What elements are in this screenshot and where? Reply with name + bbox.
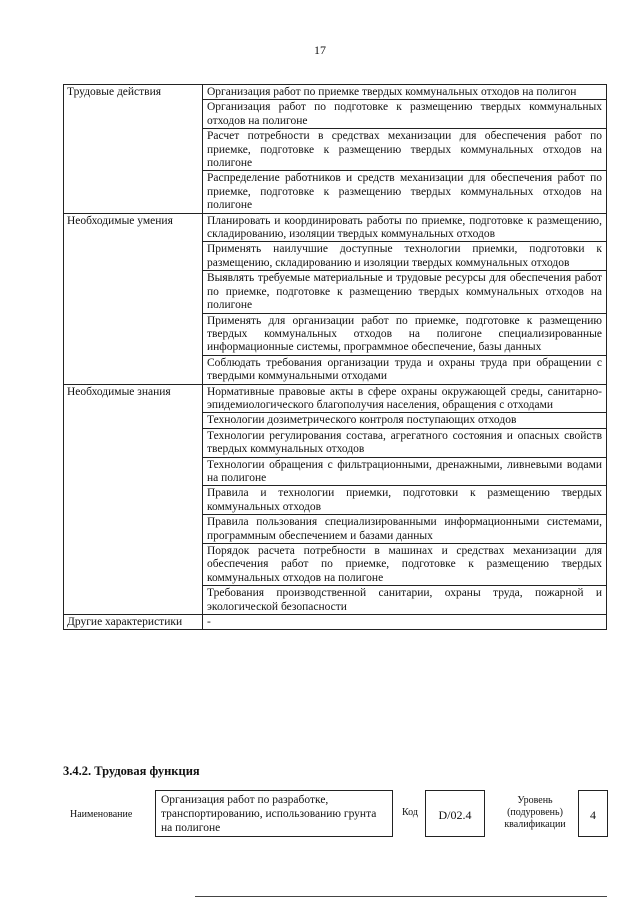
level-box: 4 bbox=[578, 790, 608, 837]
row-item: Организация работ по подготовке к размещению твердых коммунальных отходов на полигоне bbox=[203, 100, 607, 129]
bottom-rule bbox=[195, 896, 607, 897]
row-item: Нормативные правовые акты в сфере охраны окружающей среды, санитарно-эпидемиологического благополучия населения, обращения с отходами bbox=[203, 384, 607, 413]
section-heading: 3.4.2. Трудовая функция bbox=[63, 764, 200, 778]
function-name-box: Организация работ по разработке, транспортированию, использованию грунта на полигоне bbox=[155, 790, 393, 837]
code-label: Код bbox=[402, 807, 418, 818]
row-item: Правила и технологии приемки, подготовки к размещению твердых коммунальных отходов bbox=[203, 486, 607, 515]
row-item: Планировать и координировать работы по приемке, подготовке к размещению, складированию, изоляции твердых коммунальных отходов bbox=[203, 213, 607, 242]
row-label: Другие характеристики bbox=[64, 615, 203, 630]
row-item: Порядок расчета потребности в машинах и средствах механизации для обеспечения работ по приемке, подготовке к размещению твердых коммунальных отходов на полигоне bbox=[203, 544, 607, 586]
level-label: Уровень (подуровень) квалификации bbox=[504, 795, 566, 830]
row-label: Необходимые знания bbox=[64, 384, 203, 615]
name-label: Наименование bbox=[70, 809, 133, 820]
code-box: D/02.4 bbox=[425, 790, 485, 837]
row-item: Расчет потребности в средствах механизации для обеспечения работ по приемке, подготовке к размещению твердых коммунальных отходов на полигоне bbox=[203, 129, 607, 171]
table-row bbox=[64, 615, 607, 630]
row-item: Применять наилучшие доступные технологии приемки, подготовки к размещению, складированию и изоляции твердых коммунальных отходов bbox=[203, 242, 607, 271]
row-item: Правила пользования специализированными информационными системами, программным обеспечением и базами данных bbox=[203, 515, 607, 544]
table-row bbox=[64, 85, 607, 100]
row-label: Трудовые действия bbox=[64, 85, 203, 214]
row-item: - bbox=[203, 615, 607, 630]
row-item: Технологии обращения с фильтрационными, дренажными, ливневыми водами на полигоне bbox=[203, 457, 607, 486]
row-item: Соблюдать требования организации труда и охраны труда при обращении с твердыми коммунальными отходами bbox=[203, 355, 607, 384]
row-item: Технологии регулирования состава, агрегатного состояния и опасных свойств твердых коммунальных отходов bbox=[203, 428, 607, 457]
table-body bbox=[64, 85, 607, 630]
row-item: Выявлять требуемые материальные и трудовые ресурсы для обеспечения работ по приемке, подготовке к размещению твердых коммунальных отходов на полигоне bbox=[203, 271, 607, 313]
row-item: Применять для организации работ по приемке, подготовке к размещению твердых коммунальных отходов на полигоне специализированные информационные системы, программное обеспечение, базы данных bbox=[203, 313, 607, 355]
row-item: Требования производственной санитарии, охраны труда, пожарной и экологической безопасности bbox=[203, 586, 607, 615]
row-item: Распределение работников и средств механизации для обеспечения работ по приемке, подготовке к размещению твердых коммунальных отходов на полигоне bbox=[203, 171, 607, 213]
page-number: 17 bbox=[314, 43, 326, 57]
row-item: Технологии дозиметрического контроля поступающих отходов bbox=[203, 413, 607, 428]
table-row bbox=[64, 384, 607, 413]
labor-function-table bbox=[63, 84, 607, 630]
table-row bbox=[64, 213, 607, 242]
row-item: Организация работ по приемке твердых коммунальных отходов на полигон bbox=[203, 85, 607, 100]
row-label: Необходимые умения bbox=[64, 213, 203, 384]
